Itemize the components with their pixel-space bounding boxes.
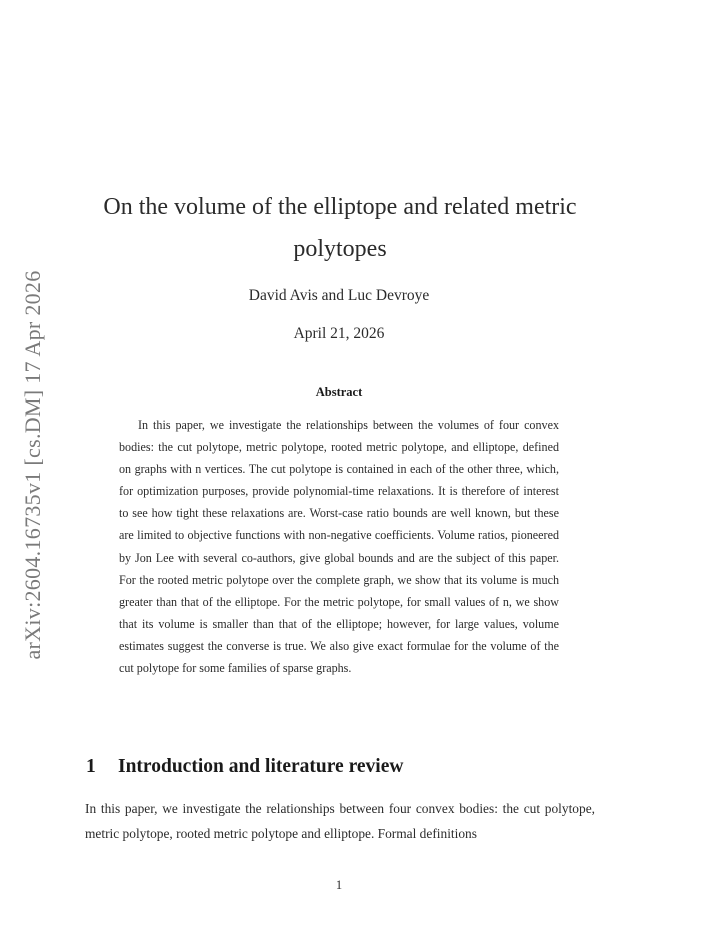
abstract-heading: Abstract xyxy=(315,385,363,399)
section-heading xyxy=(86,756,403,778)
section-title: Introduction and literature review xyxy=(118,756,404,777)
paper-title: On the volume of the elliptope and related metric polytopes xyxy=(103,194,577,262)
paper-date: April 21, 2026 xyxy=(293,325,385,342)
paper-authors: David Avis and Luc Devroye xyxy=(248,287,430,304)
arxiv-identifier: arXiv:2604.16735v1 [cs.DM] 17 Apr 2026 xyxy=(20,270,45,660)
abstract-text: In this paper, we investigate the relationships between the volumes of four convex bodies: the cut polytope, metric polytope, rooted metric polytope, and elliptope, defined on graphs with n vertices. The cut polytope is contained in each of the other three, which, for optimization purposes, provide polynomial-time relaxations. It is therefore of interest to see how tight these relaxations are. Worst-case ratio bounds are well known, but these are limited to objective functions with non-negative coefficients. Volume ratios, pioneered by Jon Lee with several co-authors, give global bounds and are the subject of this paper. For the rooted metric polytope over the complete graph, we show that its volume is much greater than that of the elliptope. For the metric polytope, for small values of n, we show that its volume is smaller than that of the elliptope; however, for large values, volume estimates suggest the converse is true. We also give exact formulae for the volume of the cut polytope for some families of sparse graphs. xyxy=(119,418,559,676)
section-number: 1 xyxy=(86,756,96,777)
introduction-text: In this paper, we investigate the relationships between four convex bodies: the cut polytope, metric polytope, rooted metric polytope and elliptope. Formal definitions xyxy=(85,801,595,841)
page-number: 1 xyxy=(335,878,343,892)
